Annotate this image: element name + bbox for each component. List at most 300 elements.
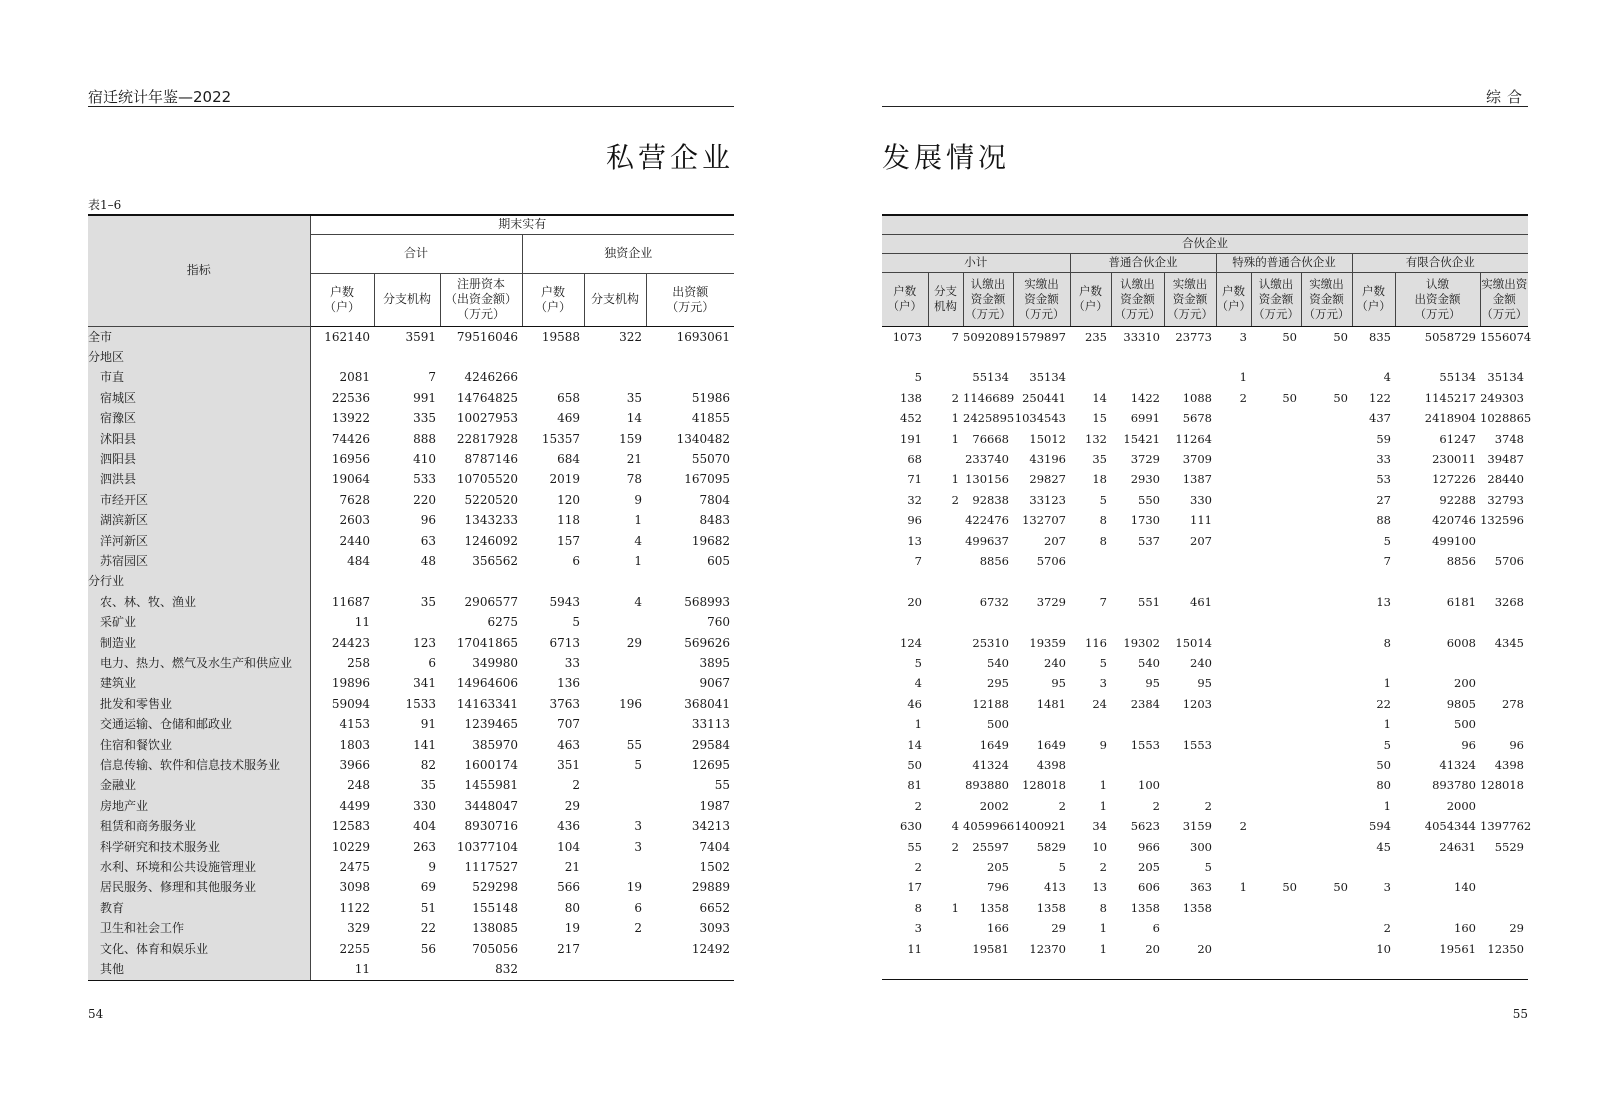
table-cell bbox=[963, 959, 1013, 980]
table-cell: 1 bbox=[951, 472, 959, 487]
table-cell: 3763 bbox=[549, 696, 580, 711]
table-cell: 413 bbox=[1044, 880, 1066, 895]
table-cell: 8483 bbox=[699, 513, 731, 528]
table-cell: 2 bbox=[951, 492, 959, 507]
table-cell: 605 bbox=[707, 553, 731, 568]
table-cell: 5 bbox=[914, 370, 922, 385]
table-cell: 95 bbox=[1197, 676, 1212, 691]
table-cell: 240 bbox=[1044, 655, 1066, 670]
table-cell bbox=[963, 347, 1013, 367]
table-cell: 21 bbox=[626, 451, 642, 466]
table-cell: 205 bbox=[1138, 860, 1160, 875]
table-cell: 568993 bbox=[684, 594, 731, 609]
table-cell: 3895 bbox=[699, 656, 731, 670]
table-cell bbox=[1251, 429, 1301, 449]
table-cell: 1146689 bbox=[963, 390, 1015, 405]
table-cell: 888 bbox=[413, 431, 436, 446]
table-cell bbox=[928, 571, 963, 591]
indicator-label: 居民服务、修理和其他服务业 bbox=[88, 877, 310, 897]
table-cell: 2 bbox=[914, 798, 922, 813]
indicator-label: 科学研究和技术服务业 bbox=[88, 837, 310, 857]
indicator-label: 湖滨新区 bbox=[88, 510, 310, 530]
partnership-header: 合伙企业 bbox=[882, 234, 1528, 253]
table-cell: 2 bbox=[1058, 798, 1066, 813]
table-row bbox=[882, 388, 1528, 408]
table-cell bbox=[1111, 714, 1164, 734]
table-cell bbox=[1301, 898, 1352, 918]
table-cell: 832 bbox=[440, 959, 522, 980]
table-cell: 5092089 bbox=[963, 329, 1015, 344]
table-cell: 14 bbox=[1092, 390, 1107, 405]
table-cell bbox=[1301, 551, 1352, 571]
table-cell: 138085 bbox=[472, 921, 518, 936]
table-cell: 29 bbox=[1051, 921, 1066, 936]
table-cell: 1649 bbox=[979, 737, 1009, 752]
registered-capital-header: 注册资本 （出资金额） （万元） bbox=[440, 273, 522, 326]
table-cell: 1 bbox=[1099, 921, 1107, 936]
table-cell bbox=[1301, 714, 1352, 734]
table-cell bbox=[1070, 367, 1111, 387]
table-cell bbox=[1352, 857, 1395, 877]
table-cell: 3 bbox=[634, 839, 642, 854]
table-row bbox=[882, 429, 1528, 449]
table-cell: 540 bbox=[1138, 655, 1160, 670]
table-cell: 13 bbox=[907, 533, 922, 548]
table-cell: 116 bbox=[1085, 635, 1107, 650]
table-cell: 11687 bbox=[331, 594, 370, 609]
table-cell: 55134 bbox=[1439, 370, 1476, 385]
table-cell bbox=[1301, 959, 1352, 980]
table-cell bbox=[1395, 571, 1480, 591]
table-cell bbox=[1301, 510, 1352, 530]
table-cell bbox=[1164, 714, 1216, 734]
table-cell bbox=[1013, 612, 1070, 632]
table-cell: 35134 bbox=[1487, 370, 1524, 385]
table-cell: 2418904 bbox=[1424, 411, 1476, 426]
table-cell: 7 bbox=[914, 553, 922, 568]
table-row bbox=[882, 612, 1528, 632]
table-cell: 404 bbox=[413, 819, 436, 834]
table-cell: 6 bbox=[634, 900, 642, 915]
table-cell: 10 bbox=[1376, 941, 1391, 956]
indicator-label: 农、林、牧、渔业 bbox=[88, 592, 310, 612]
table-cell: 4054344 bbox=[1424, 819, 1476, 834]
table-cell: 15012 bbox=[1029, 431, 1066, 446]
table-cell: 5 bbox=[1383, 737, 1391, 752]
table-cell: 1730 bbox=[1130, 513, 1160, 528]
table-cell: 91 bbox=[420, 717, 436, 732]
indicator-label: 文化、体育和娱乐业 bbox=[88, 939, 310, 959]
table-cell: 196 bbox=[619, 696, 642, 711]
table-cell: 55 bbox=[626, 737, 642, 752]
table-cell: 19561 bbox=[1439, 941, 1476, 956]
table-cell bbox=[928, 694, 963, 714]
table-cell: 4 bbox=[634, 594, 642, 609]
table-cell: 1358 bbox=[979, 900, 1009, 915]
table-cell bbox=[1480, 898, 1528, 918]
table-cell bbox=[1111, 959, 1164, 980]
table-cell: 96 bbox=[420, 513, 436, 528]
table-row bbox=[882, 449, 1528, 469]
table-cell bbox=[882, 612, 928, 632]
table-cell bbox=[1216, 612, 1251, 632]
table-cell: 250441 bbox=[1022, 390, 1066, 405]
table-cell: 11264 bbox=[1175, 431, 1212, 446]
indicator-label: 苏宿园区 bbox=[88, 551, 310, 571]
indicator-label: 洋河新区 bbox=[88, 531, 310, 551]
table-cell: 1343233 bbox=[464, 513, 518, 528]
table-cell: 7 bbox=[1099, 594, 1107, 609]
indicator-label: 制造业 bbox=[88, 633, 310, 653]
table-cell: 141 bbox=[413, 737, 436, 752]
table-cell: 233740 bbox=[965, 451, 1009, 466]
table-cell: 12492 bbox=[691, 941, 731, 956]
table-cell: 53 bbox=[1376, 472, 1391, 487]
table-cell bbox=[1251, 490, 1301, 510]
table-cell: 4499 bbox=[339, 798, 370, 813]
table-cell: 9 bbox=[1099, 737, 1107, 752]
table-cell: 330 bbox=[413, 798, 436, 813]
table-cell: 5 bbox=[914, 655, 922, 670]
table-cell: 295 bbox=[987, 676, 1009, 691]
table-cell: 1533 bbox=[405, 696, 436, 711]
table-cell: 3093 bbox=[699, 921, 731, 936]
table-cell: 14163341 bbox=[456, 696, 518, 711]
table-cell: 33113 bbox=[691, 717, 731, 732]
table-cell: 45 bbox=[1376, 839, 1391, 854]
table-cell: 5623 bbox=[1130, 819, 1160, 834]
table-row bbox=[88, 898, 734, 918]
table-cell: 157 bbox=[557, 533, 580, 548]
table-cell: 160 bbox=[1454, 921, 1476, 936]
table-cell: 1 bbox=[1383, 717, 1391, 732]
table-cell: 35 bbox=[626, 390, 642, 405]
indicator-label: 其他 bbox=[88, 959, 310, 980]
table-cell: 35 bbox=[1092, 451, 1107, 466]
table-cell: 10705520 bbox=[456, 472, 518, 487]
table-cell: 50 bbox=[1333, 390, 1348, 405]
table-cell: 34 bbox=[1092, 819, 1107, 834]
table-cell: 1246092 bbox=[464, 533, 518, 548]
table-cell bbox=[1216, 837, 1251, 857]
table-cell bbox=[1251, 469, 1301, 489]
table-cell: 1203 bbox=[1182, 696, 1212, 711]
table-cell bbox=[584, 959, 646, 980]
table-cell: 6181 bbox=[1446, 594, 1476, 609]
table-cell: 12188 bbox=[972, 696, 1009, 711]
table-cell: 217 bbox=[557, 941, 580, 956]
table-cell: 3966 bbox=[339, 758, 370, 773]
table-cell bbox=[1301, 735, 1352, 755]
table-cell: 69 bbox=[420, 880, 436, 895]
table-cell bbox=[646, 959, 734, 980]
table-row bbox=[88, 449, 734, 469]
table-cell bbox=[1216, 347, 1251, 367]
table-row bbox=[882, 469, 1528, 489]
table-row bbox=[88, 531, 734, 551]
table-cell: 7804 bbox=[699, 492, 731, 507]
table-row bbox=[88, 326, 734, 347]
table-cell: 12350 bbox=[1487, 941, 1524, 956]
table-row bbox=[88, 388, 734, 408]
table-cell: 29 bbox=[564, 798, 580, 813]
table-cell bbox=[1301, 592, 1352, 612]
table-cell bbox=[1251, 694, 1301, 714]
table-cell bbox=[1216, 775, 1251, 795]
table-cell bbox=[1111, 612, 1164, 632]
table-cell: 22817928 bbox=[456, 431, 518, 446]
table-cell: 138 bbox=[900, 390, 922, 405]
table-cell bbox=[1216, 898, 1251, 918]
table-cell: 10027953 bbox=[456, 411, 518, 426]
table-cell bbox=[1251, 612, 1301, 632]
general-subscribed-header: 认缴出 资金额 （万元） bbox=[1111, 272, 1164, 326]
table-cell: 132 bbox=[1085, 431, 1107, 446]
table-cell: 11 bbox=[907, 941, 922, 956]
table-row bbox=[882, 959, 1528, 980]
indicator-label: 泗洪县 bbox=[88, 469, 310, 489]
table-cell: 422476 bbox=[965, 513, 1009, 528]
table-cell: 420746 bbox=[1432, 513, 1476, 528]
table-cell bbox=[928, 714, 963, 734]
table-cell bbox=[928, 857, 963, 877]
table-row bbox=[88, 837, 734, 857]
indicator-label: 建筑业 bbox=[88, 673, 310, 693]
table-cell bbox=[928, 531, 963, 551]
table-cell: 278 bbox=[1502, 696, 1524, 711]
table-cell: 59094 bbox=[331, 696, 370, 711]
table-cell: 6991 bbox=[1130, 411, 1160, 426]
table-cell: 21 bbox=[564, 860, 580, 875]
table-cell bbox=[1013, 571, 1070, 591]
table-cell: 128018 bbox=[1480, 778, 1524, 793]
table-cell bbox=[1216, 592, 1251, 612]
table-cell: 6 bbox=[572, 553, 580, 568]
table-cell bbox=[1301, 673, 1352, 693]
table-row bbox=[882, 531, 1528, 551]
table-cell: 3159 bbox=[1182, 819, 1212, 834]
table-cell bbox=[1070, 347, 1111, 367]
table-cell: 2 bbox=[1152, 798, 1160, 813]
table-cell: 1 bbox=[1383, 676, 1391, 691]
table-cell: 76668 bbox=[972, 431, 1009, 446]
table-cell: 760 bbox=[707, 615, 731, 630]
private-enterprise-table-right bbox=[882, 214, 1532, 980]
table-row bbox=[88, 653, 734, 673]
table-cell: 8 bbox=[1099, 533, 1107, 548]
table-cell: 893880 bbox=[965, 778, 1009, 793]
table-cell bbox=[522, 571, 584, 591]
table-row bbox=[882, 939, 1528, 959]
table-cell bbox=[1251, 837, 1301, 857]
table-row bbox=[88, 959, 734, 980]
table-row bbox=[882, 673, 1528, 693]
table-cell: 3748 bbox=[1494, 431, 1524, 446]
table-cell: 17041865 bbox=[456, 635, 518, 650]
table-row bbox=[88, 347, 734, 367]
table-cell bbox=[928, 735, 963, 755]
table-cell bbox=[928, 347, 963, 367]
table-cell: 3729 bbox=[1036, 594, 1066, 609]
table-cell: 92838 bbox=[972, 492, 1009, 507]
table-cell bbox=[1216, 959, 1251, 980]
table-cell: 2 bbox=[1383, 921, 1391, 936]
page-title-left: 私营企业 bbox=[605, 141, 734, 174]
table-row bbox=[88, 367, 734, 387]
indicator-header: 指标 bbox=[88, 215, 310, 326]
table-cell bbox=[928, 673, 963, 693]
table-cell: 4 bbox=[914, 676, 922, 691]
table-cell bbox=[882, 959, 928, 980]
table-cell bbox=[928, 775, 963, 795]
table-cell: 363 bbox=[1190, 880, 1212, 895]
table-cell: 16956 bbox=[331, 451, 370, 466]
table-cell: 128018 bbox=[1022, 778, 1066, 793]
table-cell: 2 bbox=[951, 390, 959, 405]
table-cell: 8787146 bbox=[464, 451, 518, 466]
page-number-left: 54 bbox=[88, 1007, 104, 1021]
table-cell: 6 bbox=[1152, 921, 1160, 936]
table-cell bbox=[1251, 449, 1301, 469]
table-cell bbox=[1216, 408, 1251, 428]
table-cell bbox=[1111, 571, 1164, 591]
table-cell: 9 bbox=[634, 492, 642, 507]
table-cell bbox=[928, 653, 963, 673]
table-cell: 2019 bbox=[549, 472, 580, 487]
right-page bbox=[882, 0, 1532, 1099]
table-cell: 6652 bbox=[699, 900, 731, 915]
table-cell bbox=[1013, 347, 1070, 367]
table-cell bbox=[1301, 755, 1352, 775]
indicator-label: 批发和零售业 bbox=[88, 694, 310, 714]
table-cell: 1600174 bbox=[464, 758, 518, 773]
table-cell bbox=[928, 755, 963, 775]
table-cell: 191 bbox=[900, 431, 922, 446]
table-cell: 35 bbox=[420, 778, 436, 793]
table-cell bbox=[882, 347, 928, 367]
table-cell bbox=[1251, 939, 1301, 959]
table-cell: 8856 bbox=[979, 553, 1009, 568]
table-cell: 10 bbox=[1092, 839, 1107, 854]
table-cell: 50 bbox=[1282, 880, 1297, 895]
table-cell: 2 bbox=[572, 778, 580, 793]
table-cell bbox=[522, 347, 584, 367]
table-cell bbox=[928, 633, 963, 653]
table-cell: 100 bbox=[1138, 778, 1160, 793]
indicator-label: 采矿业 bbox=[88, 612, 310, 632]
table-cell bbox=[374, 347, 440, 367]
table-cell bbox=[1480, 673, 1528, 693]
table-cell bbox=[928, 367, 963, 387]
table-cell bbox=[1013, 714, 1070, 734]
table-cell bbox=[1070, 714, 1111, 734]
table-cell: 4059966 bbox=[963, 819, 1015, 834]
page-title-right: 发展情况 bbox=[882, 141, 1011, 174]
section-title: 综合 bbox=[1485, 88, 1528, 106]
table-cell: 2 bbox=[1239, 819, 1247, 834]
table-cell bbox=[1251, 796, 1301, 816]
limited-households-header: 户数 （户） bbox=[1352, 272, 1395, 326]
table-row bbox=[882, 755, 1528, 775]
table-cell bbox=[1301, 469, 1352, 489]
table-cell: 1556074 bbox=[1480, 329, 1532, 344]
yearbook-title: 宿迁统计年鉴—2022 bbox=[88, 88, 232, 106]
table-cell: 132596 bbox=[1480, 513, 1524, 528]
table-row bbox=[882, 653, 1528, 673]
table-cell bbox=[440, 571, 522, 591]
table-cell: 25597 bbox=[972, 839, 1009, 854]
table-cell: 1422 bbox=[1130, 390, 1160, 405]
table-cell: 71 bbox=[907, 472, 922, 487]
table-cell: 18 bbox=[1092, 472, 1107, 487]
table-cell: 1 bbox=[1099, 798, 1107, 813]
table-cell: 122 bbox=[1369, 390, 1391, 405]
table-cell bbox=[1352, 612, 1395, 632]
table-cell: 39487 bbox=[1487, 451, 1524, 466]
table-cell: 3 bbox=[634, 819, 642, 834]
table-cell: 1 bbox=[951, 431, 959, 446]
table-cell: 33310 bbox=[1123, 329, 1160, 344]
table-cell: 5678 bbox=[1182, 411, 1212, 426]
table-cell: 452 bbox=[900, 411, 922, 426]
table-cell: 207 bbox=[1190, 533, 1212, 548]
table-cell: 111 bbox=[1190, 513, 1212, 528]
table-cell bbox=[928, 877, 963, 897]
private-enterprise-table-left bbox=[88, 214, 734, 981]
table-cell: 124 bbox=[900, 635, 922, 650]
table-cell bbox=[928, 510, 963, 530]
table-cell bbox=[1352, 347, 1395, 367]
table-cell: 1502 bbox=[699, 860, 731, 875]
table-row bbox=[88, 612, 734, 632]
table-cell: 1400921 bbox=[1014, 819, 1066, 834]
table-cell bbox=[1301, 347, 1352, 367]
table-cell: 461 bbox=[1190, 594, 1212, 609]
table-cell: 5706 bbox=[1036, 553, 1066, 568]
table-cell: 630 bbox=[900, 819, 922, 834]
table-cell bbox=[1301, 531, 1352, 551]
table-cell: 7 bbox=[1383, 553, 1391, 568]
sole-branches-header: 分支机构 bbox=[584, 273, 646, 326]
table-cell bbox=[1480, 796, 1528, 816]
table-cell bbox=[1352, 959, 1395, 980]
table-cell: 11 bbox=[310, 959, 374, 980]
table-cell: 22 bbox=[1376, 696, 1391, 711]
table-cell: 50 bbox=[1376, 757, 1391, 772]
table-row bbox=[88, 408, 734, 428]
indicator-label: 分地区 bbox=[88, 347, 310, 367]
table-cell: 88 bbox=[1376, 513, 1391, 528]
table-cell: 1088 bbox=[1182, 390, 1212, 405]
table-cell: 2930 bbox=[1130, 472, 1160, 487]
table-cell: 14764825 bbox=[456, 390, 518, 405]
table-cell: 368041 bbox=[684, 696, 731, 711]
table-row bbox=[882, 408, 1528, 428]
table-cell bbox=[963, 571, 1013, 591]
table-cell: 29 bbox=[626, 635, 642, 650]
table-cell: 5220520 bbox=[464, 492, 518, 507]
table-cell: 500 bbox=[987, 717, 1009, 732]
table-cell: 335 bbox=[413, 411, 436, 426]
table-cell: 50 bbox=[1282, 390, 1297, 405]
table-cell: 1 bbox=[951, 411, 959, 426]
table-cell: 22536 bbox=[331, 390, 370, 405]
table-cell: 4246266 bbox=[464, 370, 518, 385]
table-cell: 2 bbox=[914, 860, 922, 875]
table-cell bbox=[1251, 592, 1301, 612]
table-cell: 132707 bbox=[1022, 513, 1066, 528]
table-cell bbox=[1395, 959, 1480, 980]
